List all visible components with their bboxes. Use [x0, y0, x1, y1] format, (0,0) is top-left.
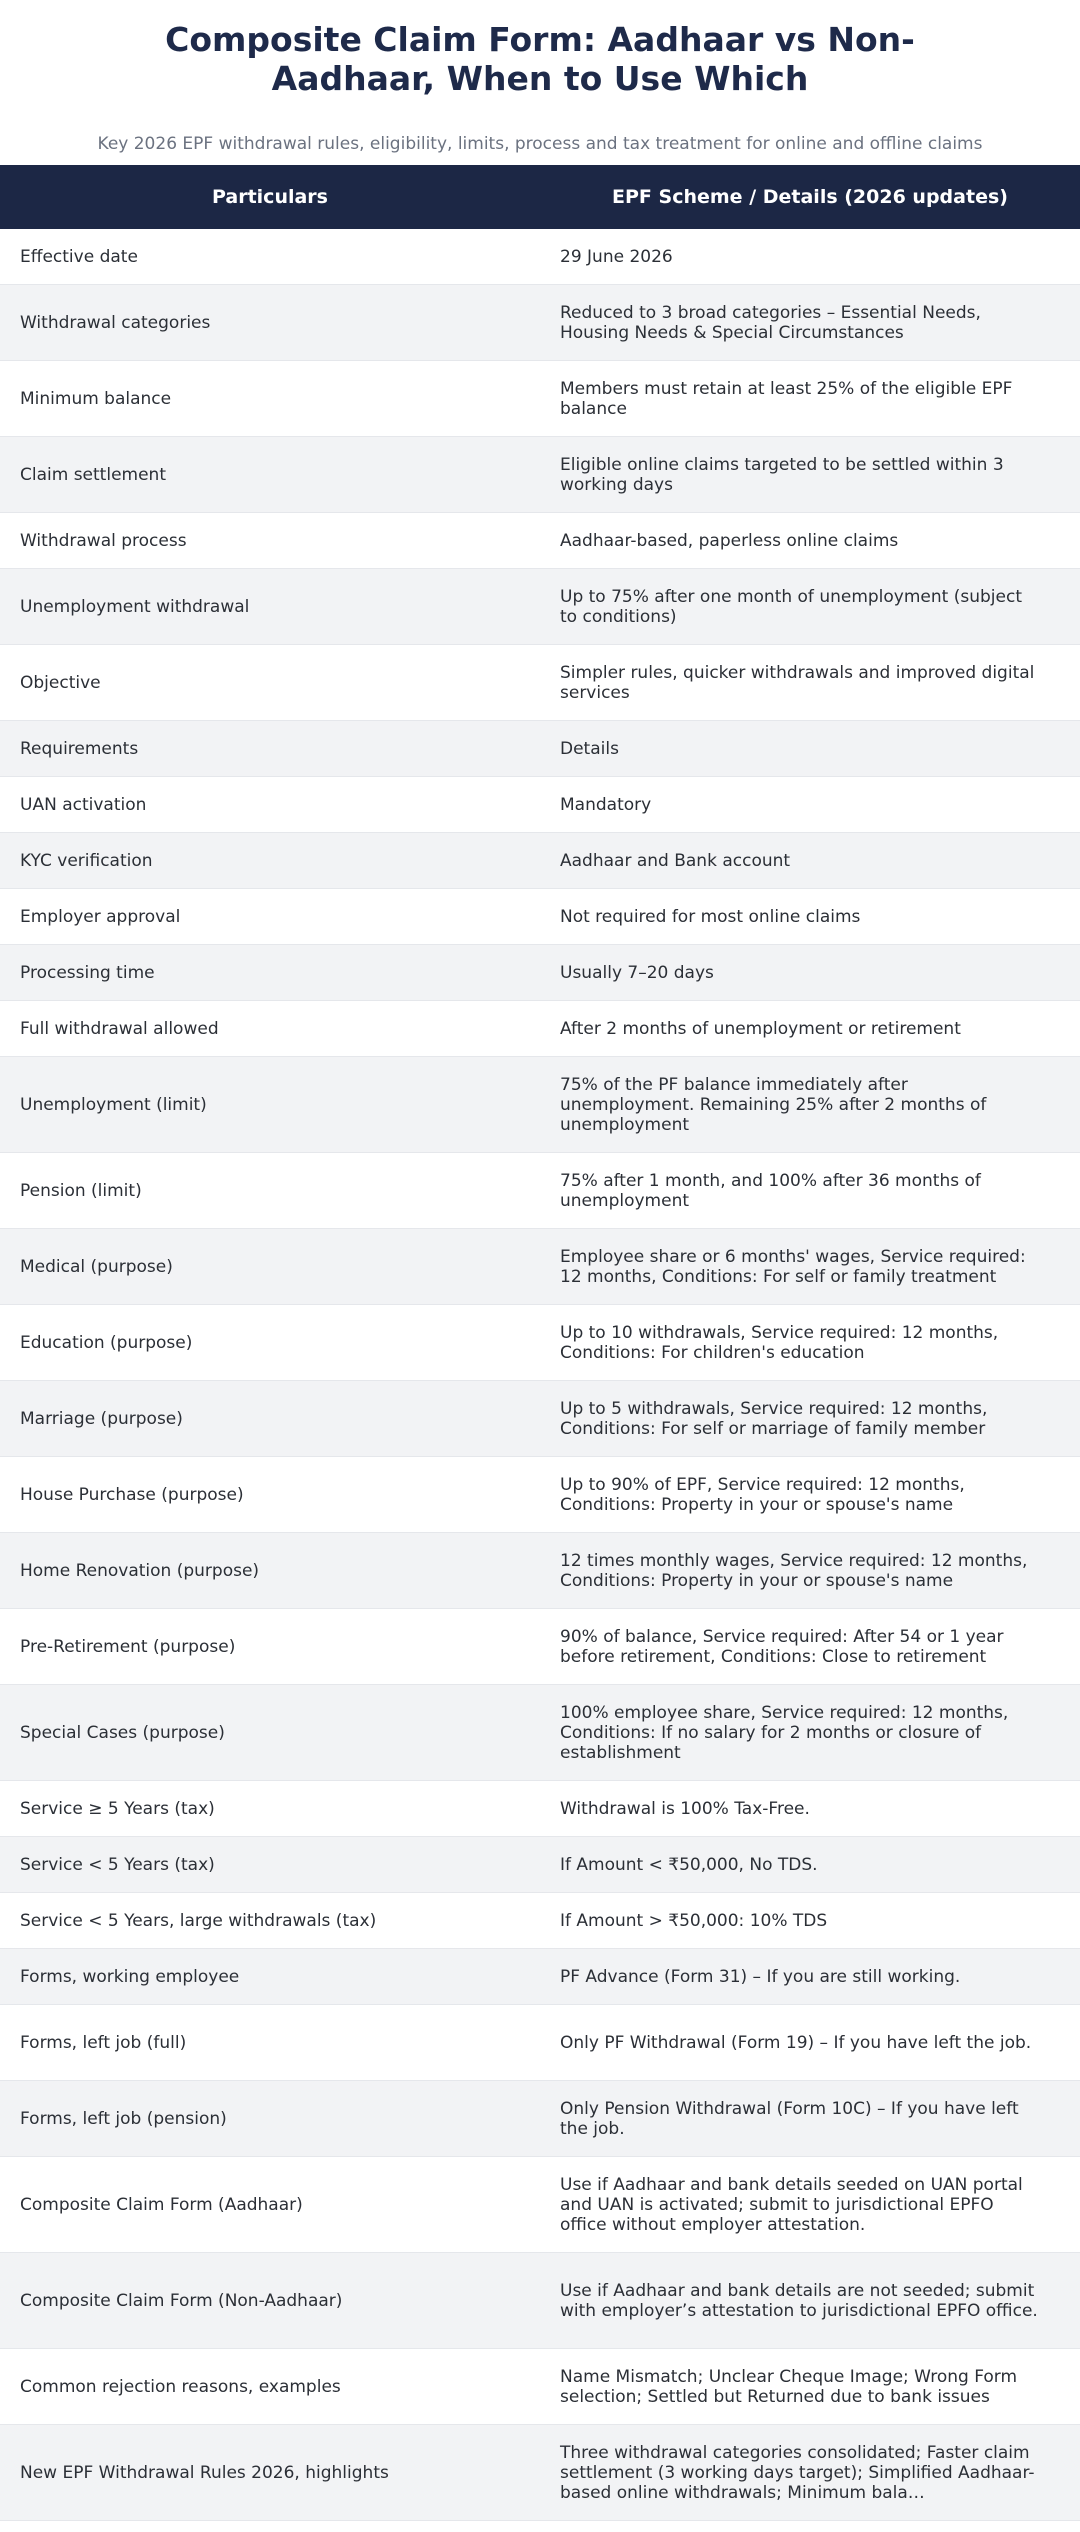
table-row: [0, 1893, 1080, 1949]
row-detail: Details: [560, 738, 619, 759]
header: [0, 0, 1080, 155]
row-detail: 100% employee share, Service required: 12 months, Conditions: If no salary for 2 months or closure of establishment: [560, 1702, 1009, 1763]
row-particular: Employer approval: [20, 906, 181, 927]
row-detail: Up to 5 withdrawals, Service required: 12 months, Conditions: For self or marriage of family member: [560, 1398, 988, 1439]
row-detail: Name Mismatch; Unclear Cheque Image; Wrong Form selection; Settled but Returned due to bank issues: [560, 2366, 1018, 2407]
table-row: [0, 2005, 1080, 2081]
row-detail: 29 June 2026: [560, 246, 673, 267]
row-detail: 75% after 1 month, and 100% after 36 months of unemployment: [560, 1170, 981, 1211]
row-detail: Use if Aadhaar and bank details are not seeded; submit with employer’s attestation to jurisdictional EPFO office.: [560, 2280, 1038, 2321]
row-detail: If Amount < ₹50,000, No TDS.: [560, 1854, 818, 1875]
row-particular: Minimum balance: [20, 388, 172, 409]
table-row: [0, 1057, 1080, 1153]
row-detail: Reduced to 3 broad categories – Essential Needs, Housing Needs & Special Circumstances: [560, 302, 981, 343]
table-row: [0, 1837, 1080, 1893]
table-row: [0, 833, 1080, 889]
column-header-particulars: Particulars: [211, 186, 328, 208]
column-header-details: EPF Scheme / Details (2026 updates): [612, 186, 1008, 208]
row-particular: Unemployment withdrawal: [20, 596, 250, 617]
row-detail: Use if Aadhaar and bank details seeded on UAN portal and UAN is activated; submit to jurisdictional EPFO office without employer attestation.: [560, 2174, 1023, 2235]
row-detail: After 2 months of unemployment or retirement: [560, 1018, 961, 1039]
table-body: [0, 229, 1080, 2521]
row-particular: Withdrawal process: [20, 530, 187, 551]
row-detail: Mandatory: [560, 794, 652, 815]
page-title: Composite Claim Form: Aadhaar vs Non-Aadhaar, When to Use Which: [165, 20, 915, 98]
row-particular: Processing time: [20, 962, 155, 983]
table-row: [0, 1457, 1080, 1533]
table-row: [0, 1153, 1080, 1229]
row-particular: Composite Claim Form (Aadhaar): [20, 2194, 303, 2215]
row-particular: Requirements: [20, 738, 139, 759]
row-detail: Simpler rules, quicker withdrawals and improved digital services: [560, 662, 1035, 703]
table-row: [0, 285, 1080, 361]
table-row: [0, 721, 1080, 777]
row-detail: PF Advance (Form 31) – If you are still working.: [560, 1966, 961, 1987]
row-detail: Three withdrawal categories consolidated; Faster claim settlement (3 working days target); Simplified Aadhaar-based online withdrawals; Minimum bala…: [560, 2442, 1035, 2503]
row-detail: Usually 7–20 days: [560, 962, 714, 983]
row-particular: Withdrawal categories: [20, 312, 211, 333]
row-particular: UAN activation: [20, 794, 147, 815]
table-row: [0, 2253, 1080, 2349]
row-particular: Pre-Retirement (purpose): [20, 1636, 236, 1657]
row-particular: Full withdrawal allowed: [20, 1018, 219, 1039]
table-row: [0, 437, 1080, 513]
table-row: [0, 513, 1080, 569]
table-row: [0, 889, 1080, 945]
row-detail: Members must retain at least 25% of the eligible EPF balance: [560, 378, 1013, 419]
row-particular: Service ≥ 5 Years (tax): [20, 1798, 215, 1819]
table-row: [0, 2349, 1080, 2425]
row-detail: Only PF Withdrawal (Form 19) – If you have left the job.: [560, 2032, 1032, 2053]
table-row: [0, 1685, 1080, 1781]
row-detail: 75% of the PF balance immediately after unemployment. Remaining 25% after 2 months of unemployment: [560, 1074, 987, 1135]
table-row: [0, 1001, 1080, 1057]
row-particular: Home Renovation (purpose): [20, 1560, 260, 1581]
row-particular: Unemployment (limit): [20, 1094, 207, 1115]
row-particular: Forms, left job (full): [20, 2032, 187, 2053]
row-particular: Objective: [20, 672, 101, 693]
row-particular: Special Cases (purpose): [20, 1722, 225, 1743]
table-row: [0, 777, 1080, 833]
row-particular: Common rejection reasons, examples: [20, 2376, 341, 2397]
row-particular: Marriage (purpose): [20, 1408, 183, 1429]
row-particular: Pension (limit): [20, 1180, 142, 1201]
row-particular: Forms, left job (pension): [20, 2108, 227, 2129]
epf-rules-table: [0, 165, 1080, 2521]
row-particular: House Purchase (purpose): [20, 1484, 244, 1505]
row-detail: If Amount > ₹50,000: 10% TDS: [560, 1910, 828, 1931]
row-detail: Up to 75% after one month of unemployment (subject to conditions): [560, 586, 1022, 627]
row-detail: Up to 10 withdrawals, Service required: 12 months, Conditions: For children's education: [560, 1322, 999, 1363]
row-particular: Composite Claim Form (Non-Aadhaar): [20, 2290, 343, 2311]
row-detail: Only Pension Withdrawal (Form 10C) – If you have left the job.: [560, 2098, 1019, 2139]
row-particular: Claim settlement: [20, 464, 166, 485]
table-row: [0, 1305, 1080, 1381]
table-row: [0, 945, 1080, 1001]
row-detail: 12 times monthly wages, Service required: 12 months, Conditions: Property in your or spouse's name: [560, 1550, 1028, 1591]
row-detail: Aadhaar and Bank account: [560, 850, 791, 871]
row-particular: Service < 5 Years, large withdrawals (tax): [20, 1910, 377, 1931]
row-particular: Effective date: [20, 246, 138, 267]
table-row: [0, 645, 1080, 721]
row-detail: Employee share or 6 months' wages, Service required: 12 months, Conditions: For self or family treatment: [560, 1246, 1026, 1287]
row-detail: Not required for most online claims: [560, 906, 861, 927]
row-particular: KYC verification: [20, 850, 153, 871]
row-particular: Forms, working employee: [20, 1966, 240, 1987]
table-row: [0, 1229, 1080, 1305]
row-detail: 90% of balance, Service required: After 54 or 1 year before retirement, Conditions: Close to retirement: [560, 1626, 1004, 1667]
table-row: [0, 2157, 1080, 2253]
row-detail: Eligible online claims targeted to be settled within 3 working days: [560, 454, 1004, 495]
row-particular: New EPF Withdrawal Rules 2026, highlights: [20, 2462, 389, 2483]
table-row: [0, 1781, 1080, 1837]
table-header: [0, 165, 1080, 229]
table-row: [0, 361, 1080, 437]
row-detail: Aadhaar-based, paperless online claims: [560, 530, 899, 551]
table-row: [0, 1609, 1080, 1685]
table-row: [0, 1533, 1080, 1609]
table-row: [0, 229, 1080, 285]
row-detail: Withdrawal is 100% Tax-Free.: [560, 1798, 810, 1819]
table-row: [0, 1949, 1080, 2005]
row-particular: Service < 5 Years (tax): [20, 1854, 215, 1875]
table-row: [0, 2081, 1080, 2157]
table-row: [0, 569, 1080, 645]
page-subtitle: Key 2026 EPF withdrawal rules, eligibility, limits, process and tax treatment for online and offline claims: [97, 134, 983, 154]
table-row: [0, 2425, 1080, 2521]
row-particular: Medical (purpose): [20, 1256, 173, 1277]
row-particular: Education (purpose): [20, 1332, 193, 1353]
row-detail: Up to 90% of EPF, Service required: 12 months, Conditions: Property in your or spouse's name: [560, 1474, 965, 1515]
table-row: [0, 1381, 1080, 1457]
